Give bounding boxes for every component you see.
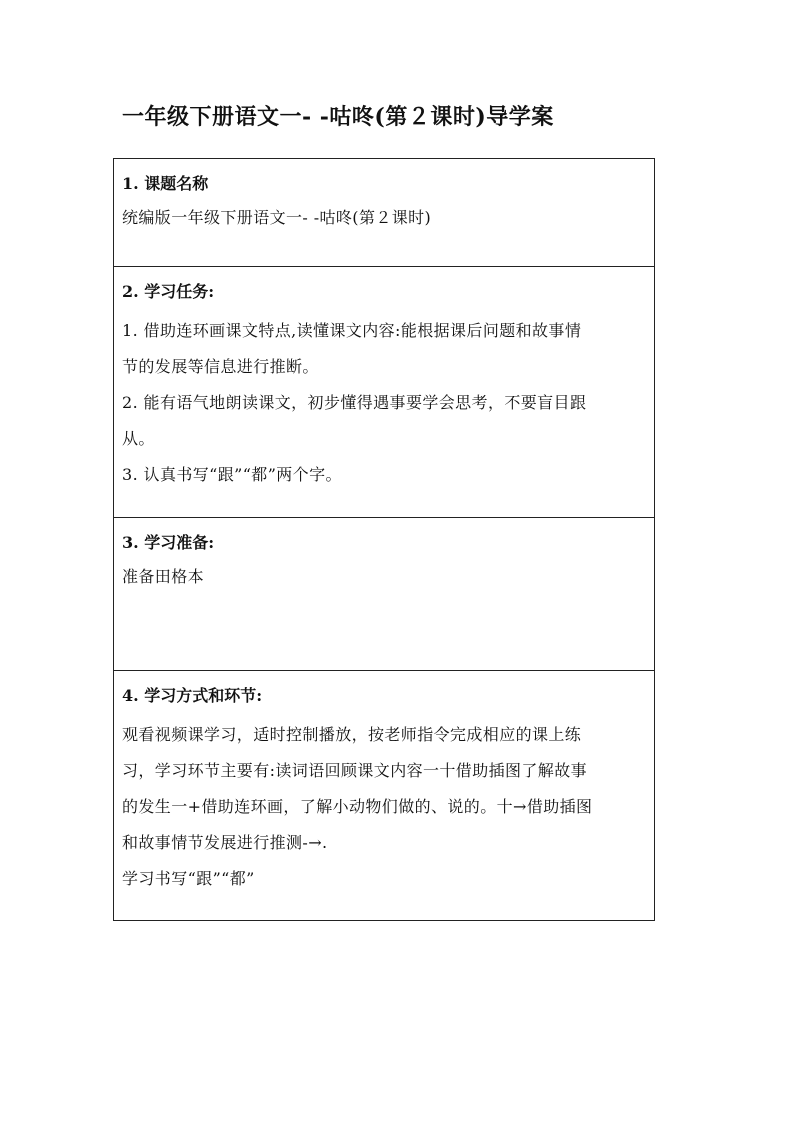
section-tasks	[114, 266, 654, 517]
section-preparation	[114, 517, 654, 670]
section-text-line: 2. 能有语气地朗读课文，初步懂得遇事要学会思考，不要盲目跟	[122, 393, 587, 412]
section-text-line: 习，学习环节主要有:读词语回顾课文内容一十借助插图了解故事	[122, 761, 587, 780]
section-heading: 1. 课题名称	[122, 174, 209, 193]
section-text-line: 节的发展等信息进行推断。	[122, 357, 319, 376]
page-title: 一年级下册语文一- -咕咚(第２课时)导学案	[122, 104, 554, 130]
section-text-line: 3. 认真书写“跟”“都”两个字。	[122, 465, 342, 484]
section-heading: 4. 学习方式和环节:	[122, 686, 263, 705]
section-text-line: 准备田格本	[122, 567, 205, 586]
section-text-line: 从。	[122, 429, 155, 448]
section-text-line: 观看视频课学习，适时控制播放，按老师指令完成相应的课上练	[122, 725, 582, 744]
section-text-line: 和故事情节发展进行推测-→.	[122, 833, 328, 852]
section-methods	[114, 670, 654, 920]
section-text-line: 1. 借助连环画课文特点,读懂课文内容:能根据课后问题和故事情	[122, 321, 582, 340]
section-heading: 2. 学习任务:	[122, 282, 215, 301]
section-text-line: 统编版一年级下册语文一- -咕咚(第２课时)	[122, 208, 432, 227]
section-text-line: 的发生一+借助连环画，了解小动物们做的、说的。十→借助插图	[122, 797, 593, 816]
section-heading: 3. 学习准备:	[122, 533, 215, 552]
section-text-line: 学习书写“跟”“都”	[122, 869, 255, 888]
lesson-plan-table	[113, 158, 655, 921]
section-topic	[114, 159, 654, 266]
